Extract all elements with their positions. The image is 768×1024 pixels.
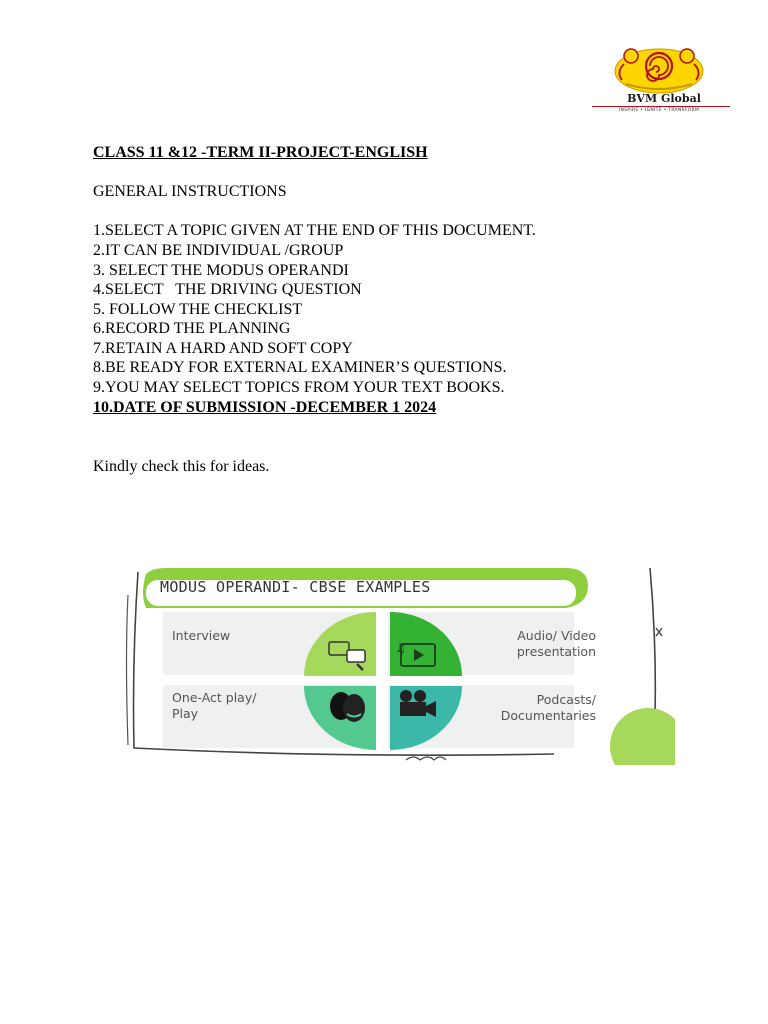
instruction-item: 1.SELECT A TOPIC GIVEN AT THE END OF THIS DOCUMENT. (93, 222, 536, 239)
instruction-item: 7.RETAIN A HARD AND SOFT COPY (93, 340, 353, 357)
instruction-item: 5. FOLLOW THE CHECKLIST (93, 301, 303, 318)
instruction-item: 2.IT CAN BE INDIVIDUAL /GROUP (93, 242, 344, 259)
cell-label-audio-video: Audio/ Video presentation (516, 628, 596, 659)
ideas-note: Kindly check this for ideas. (93, 458, 270, 475)
instruction-item: 3. SELECT THE MODUS OPERANDI (93, 262, 349, 279)
document-title: CLASS 11 &12 -TERM II-PROJECT-ENGLISH (93, 144, 428, 161)
figure-title: MODUS OPERANDI- CBSE EXAMPLES (160, 578, 431, 596)
instruction-item: 8.BE READY FOR EXTERNAL EXAMINER’S QUESTIONS. (93, 359, 507, 376)
media-player-icon (395, 638, 439, 672)
bvm-global-logo (586, 44, 732, 116)
instruction-item: 4.SELECT THE DRIVING QUESTION (93, 281, 362, 298)
cell-label-podcasts: Podcasts/ Documentaries (500, 692, 596, 723)
instruction-item: 9.YOU MAY SELECT TOPICS FROM YOUR TEXT BOOKS. (93, 379, 505, 396)
instruction-item: 6.RECORD THE PLANNING (93, 320, 291, 337)
cell-label-interview: Interview (172, 628, 231, 643)
logo-tagline: INSPIRE • IGNITE • TRANSFORM (618, 108, 700, 113)
logo-emblem-icon (586, 44, 732, 94)
cell-label-one-act-play: One-Act play/ Play (172, 690, 257, 721)
logo-name: BVM Global (627, 92, 701, 105)
interview-icon (327, 638, 371, 672)
modus-operandi-figure (120, 560, 675, 765)
section-heading: GENERAL INSTRUCTIONS (93, 183, 287, 200)
theatre-masks-icon (325, 690, 369, 724)
logo-rule (592, 106, 730, 107)
submission-date: 10.DATE OF SUBMISSION -DECEMBER 1 2024 (93, 399, 437, 416)
film-camera-icon (394, 688, 438, 722)
quadrant-icons (304, 612, 464, 752)
svg-text:♫: ♫ (395, 641, 406, 655)
